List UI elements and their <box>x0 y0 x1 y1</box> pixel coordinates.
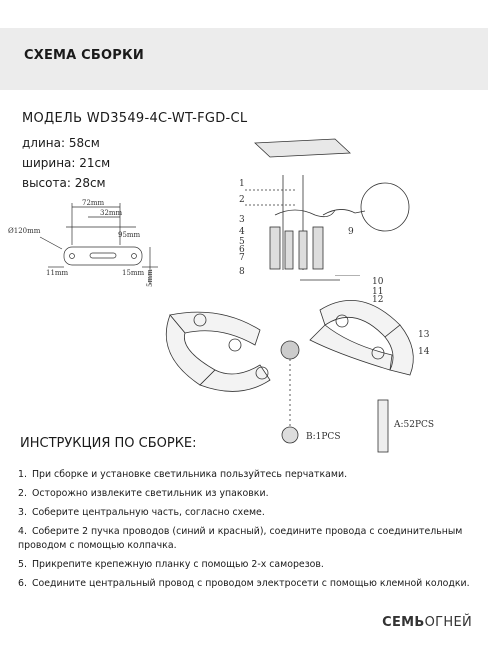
callout-4: 4 <box>239 227 245 237</box>
instruction-step: 6. Соедините центральный провод с проводом электросети с помощью клемной колодки. <box>18 578 470 589</box>
model-label: МОДЕЛЬ WD3549-4C-WT-FGD-CL <box>22 111 248 126</box>
instructions-list <box>18 468 478 596</box>
dim-5: 5mm <box>146 269 154 287</box>
callout-6: 6 <box>239 245 245 255</box>
dim-95: 95mm <box>118 231 141 239</box>
callout-3: 3 <box>239 215 245 225</box>
instructions-title: ИНСТРУКЦИЯ ПО СБОРКЕ: <box>20 436 197 451</box>
spec-height: высота: 28см <box>22 176 106 190</box>
callout-7: 7 <box>239 253 245 263</box>
callout-12: 12 <box>372 295 384 305</box>
page-title: СХЕМА СБОРКИ <box>24 48 144 63</box>
spec-length: длина: 58см <box>22 136 100 150</box>
dim-72: 72mm <box>82 199 105 207</box>
instruction-step: 2. Осторожно извлеките светильник из упаковки. <box>18 488 269 499</box>
dim-120: Ø120mm <box>8 227 41 235</box>
brand-logo: СЕМЬОГНЕЙ <box>382 615 472 630</box>
part-b-label: B:1PCS <box>306 432 341 442</box>
callout-8: 8 <box>239 267 245 277</box>
dim-11: 11mm <box>46 269 69 277</box>
instruction-step: 4. Соберите 2 пучка проводов (синий и красный), соедините провода с соединительным проводом с помощью колпачка. <box>18 526 463 551</box>
callout-13: 13 <box>418 330 430 340</box>
lamp-top-view <box>160 275 450 455</box>
bracket-dimension-drawing <box>0 195 175 295</box>
callout-9: 9 <box>348 227 354 237</box>
callout-14: 14 <box>418 347 430 357</box>
instruction-step: 3. Соберите центральную часть, согласно схеме. <box>18 507 265 518</box>
instruction-step: 5. Прикрепите крепежную планку с помощью 2-х саморезов. <box>18 559 324 570</box>
callout-5: 5 <box>239 237 245 247</box>
part-a-label: A:52PCS <box>394 420 435 430</box>
spec-width: ширина: 21см <box>22 156 111 170</box>
callout-10: 10 <box>372 277 384 287</box>
dim-15: 15mm <box>122 269 145 277</box>
callout-11: 11 <box>372 287 384 297</box>
dim-32: 32mm <box>100 209 123 217</box>
instruction-step: 1. При сборке и установке светильника пользуйтесь перчатками. <box>18 469 348 480</box>
callout-2: 2 <box>239 195 245 205</box>
callout-1: 1 <box>239 179 245 189</box>
